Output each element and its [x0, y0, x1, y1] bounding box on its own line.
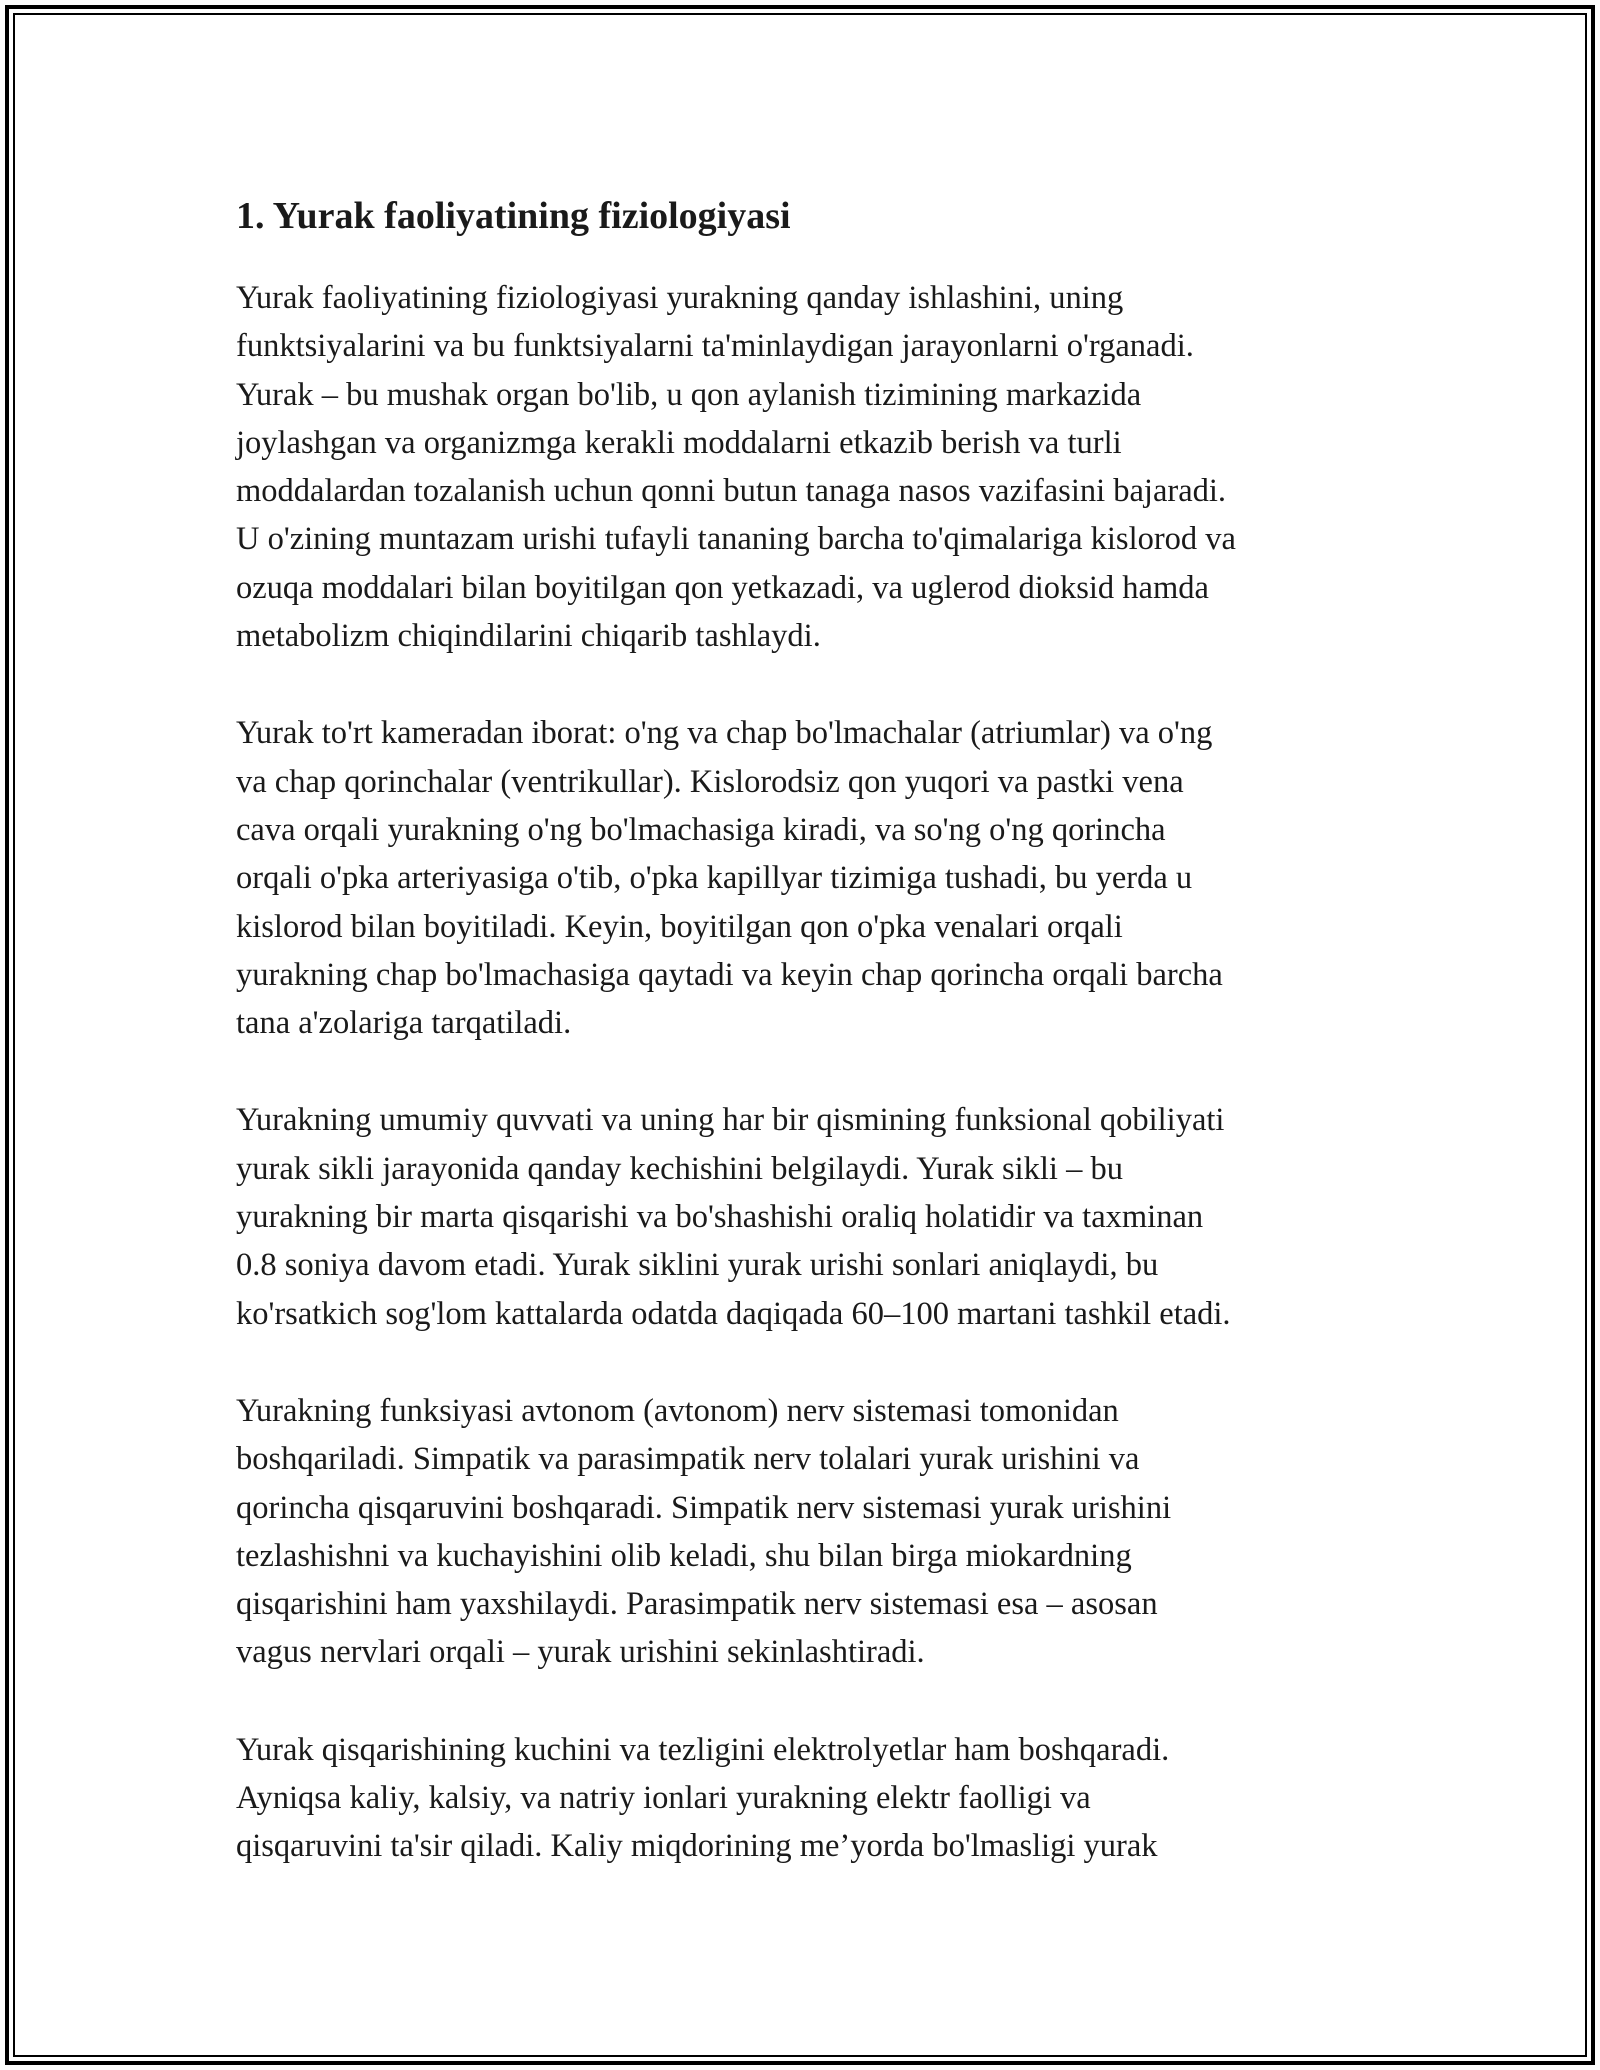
- text-line: qorincha qisqaruvini boshqaradi. Simpatik nerv sistemasi yurak urishini: [236, 1489, 1172, 1526]
- paragraph-electrolytes: [236, 1726, 1376, 1871]
- section-title: 1. Yurak faoliyatining fiziologiyasi: [236, 195, 791, 237]
- text-line: vagus nervlari orqali – yurak urishini sekinlashtiradi.: [236, 1634, 925, 1671]
- text-line: ko'rsatkich sog'lom kattalarda odatda daqiqada 60–100 martani tashkil etadi.: [236, 1295, 1231, 1332]
- text-line: kislorod bilan boyitiladi. Keyin, boyitilgan qon o'pka venalari orqali: [236, 908, 1123, 945]
- text-line: boshqariladi. Simpatik va parasimpatik nerv tolalari yurak urishini va: [236, 1441, 1140, 1478]
- text-line: U o'zining muntazam urishi tufayli tananing barcha to'qimalariga kislorod va: [236, 521, 1236, 558]
- paragraph-heart-chambers: [236, 709, 1376, 1047]
- text-line: cava orqali yurakning o'ng bo'lmachasiga kiradi, va so'ng o'ng qorincha: [236, 811, 1166, 848]
- text-line: yurakning chap bo'lmachasiga qaytadi va keyin chap qorincha orqali barcha: [236, 956, 1223, 993]
- document-body: [236, 188, 1376, 1920]
- text-line: moddalardan tozalanish uchun qonni butun tanaga nasos vazifasini bajaradi.: [236, 473, 1227, 510]
- text-line: ozuqa moddalari bilan boyitilgan qon yetkazadi, va uglerod dioksid hamda: [236, 569, 1209, 606]
- text-line: Yurak faoliyatining fiziologiyasi yurakning qanday ishlashini, uning: [236, 280, 1124, 316]
- paragraph-intro: [236, 274, 1376, 660]
- text-line: Ayniqsa kaliy, kalsiy, va natriy ionlari yurakning elektr faolligi va: [236, 1780, 1091, 1817]
- text-line: Yurak qisqarishining kuchini va tezligini elektrolyetlar ham boshqaradi.: [236, 1731, 1170, 1768]
- text-line: tezlashishni va kuchayishini olib keladi, shu bilan birga miokardning: [236, 1537, 1132, 1574]
- text-line: orqali o'pka arteriyasiga o'tib, o'pka kapillyar tizimiga tushadi, bu yerda u: [236, 860, 1193, 897]
- text-line: yurakning bir marta qisqarishi va bo'shashishi oraliq holatidir va taxminan: [236, 1199, 1204, 1236]
- text-line: Yurakning funksiyasi avtonom (avtonom) nerv sistemasi tomonidan: [236, 1392, 1119, 1429]
- paragraph-cardiac-cycle: [236, 1096, 1376, 1337]
- text-line: qisqarishini ham yaxshilaydi. Parasimpatik nerv sistemasi esa – asosan: [236, 1586, 1158, 1623]
- text-line: Yurak – bu mushak organ bo'lib, u qon aylanish tizimining markazida: [236, 376, 1142, 413]
- text-line: joylashgan va organizmga kerakli moddalarni etkazib berish va turli: [236, 424, 1122, 461]
- text-line: metabolizm chiqindilarini chiqarib tashlaydi.: [236, 618, 821, 655]
- text-line: Yurakning umumiy quvvati va uning har bir qismining funksional qobiliyati: [236, 1102, 1225, 1139]
- text-line: 0.8 soniya davom etadi. Yurak siklini yurak urishi sonlari aniqlaydi, bu: [236, 1247, 1159, 1284]
- text-line: funktsiyalarini va bu funktsiyalarni ta'minlaydigan jarayonlarni o'rganadi.: [236, 328, 1194, 365]
- text-line: Yurak to'rt kameradan iborat: o'ng va chap bo'lmachalar (atriumlar) va o'ng: [236, 715, 1213, 752]
- text-line: yurak sikli jarayonida qanday kechishini belgilaydi. Yurak sikli – bu: [236, 1150, 1123, 1187]
- text-line: va chap qorinchalar (ventrikullar). Kislorodsiz qon yuqori va pastki vena: [236, 763, 1184, 800]
- text-line: qisqaruvini ta'sir qiladi. Kaliy miqdorining me’yorda bo'lmasligi yurak: [236, 1828, 1158, 1865]
- text-line: tana a'zolariga tarqatiladi.: [236, 1005, 572, 1042]
- paragraph-nervous-control: [236, 1387, 1376, 1677]
